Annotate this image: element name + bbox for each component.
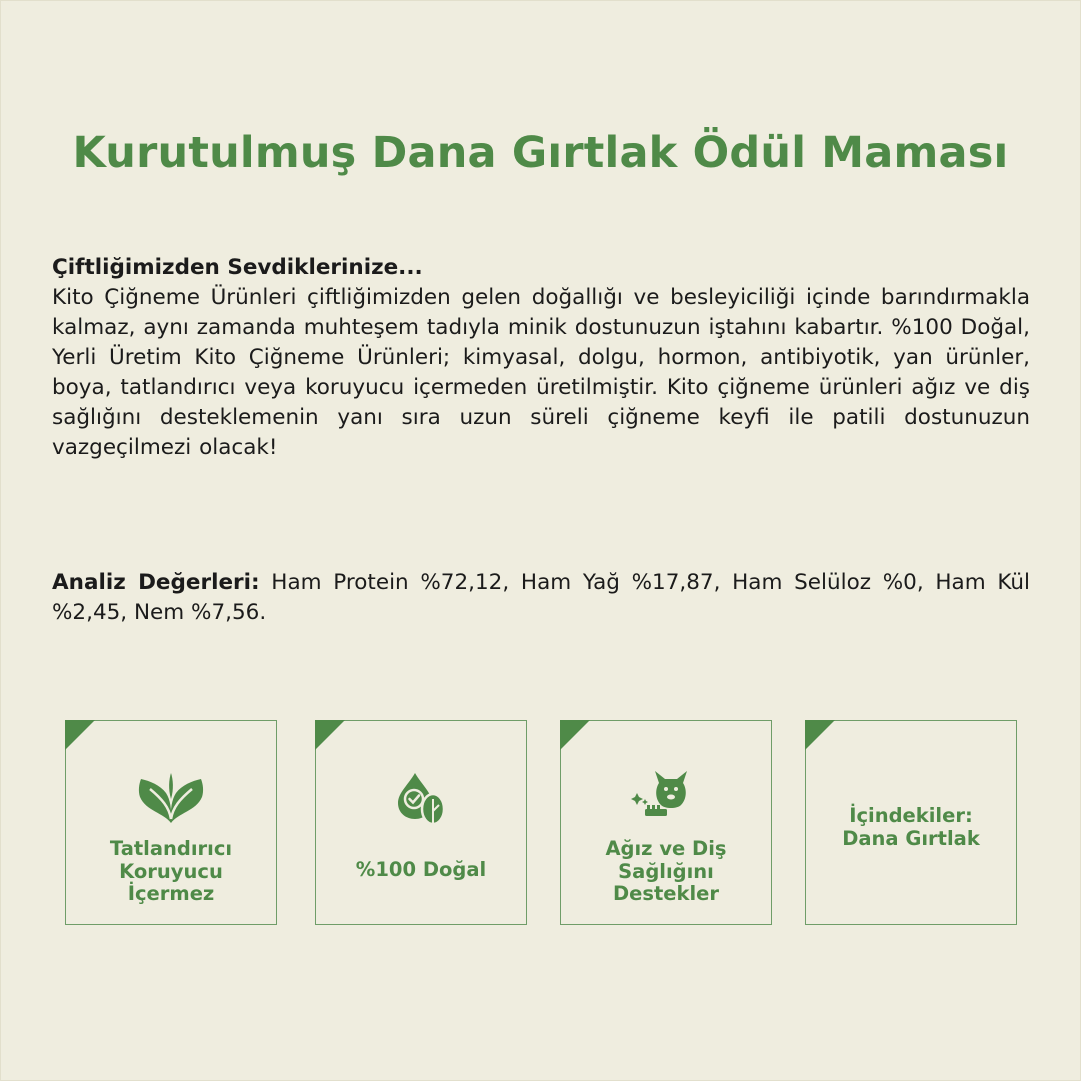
card-label-line: İçermez: [127, 882, 215, 905]
card-label: [316, 859, 526, 882]
card-label: [66, 838, 276, 906]
natural-drop-icon: [386, 769, 456, 829]
card-label-line: Koruyucu: [119, 859, 223, 883]
intro-body: Kito Çiğneme Ürünleri çiftliğimizden gelen doğallığı ve besleyiciliği içinde barındırmakla kalmaz, aynı zamanda muhteşem tadıyla minik dostunuzun iştahını kabartır. %100 Doğal, Yerli Üretim Kito Çiğneme Ürünleri; kimyasal, dolgu, hormon, antibiyotik, yan ürünler, boya, tatlandırıcı veya koruyucu içermeden üretilmiştir. Kito çiğneme ürünleri ağız ve diş sağlığını desteklemenin yanı sıra uzun süreli çiğneme keyfi ile patili dostunuzun vazgeçilmezi olacak!: [52, 285, 1030, 460]
card-label-line: Tatlandırıcı: [109, 837, 233, 860]
card-label-line: %100 Doğal: [355, 858, 487, 881]
dog-toothbrush-icon: [631, 769, 701, 829]
feature-card-ingredients: [805, 720, 1017, 925]
leaves-icon: [136, 769, 206, 829]
card-label-line: Destekler: [612, 882, 720, 905]
feature-card-natural: [315, 720, 527, 925]
page-title: Kurutulmuş Dana Gırtlak Ödül Maması: [72, 128, 1009, 178]
card-label: [561, 838, 771, 906]
card-label-line: Sağlığını: [618, 859, 714, 883]
card-corner-accent: [315, 720, 345, 750]
intro-heading: Çiftliğimizden Sevdiklerinize...: [52, 255, 423, 280]
analysis-values: Ham Protein %72,12, Ham Yağ %17,87, Ham Selüloz %0, Ham Kül %2,45, Nem %7,56.: [52, 570, 1030, 625]
card-label-line: İçindekiler:: [849, 804, 973, 827]
card-label: [806, 805, 1016, 850]
analysis-label: Analiz Değerleri:: [52, 570, 260, 595]
card-corner-accent: [560, 720, 590, 750]
intro-section: [52, 253, 1030, 463]
feature-card-no-sweetener: [65, 720, 277, 925]
analysis-section: [52, 568, 1030, 628]
card-label-line: Ağız ve Diş: [605, 837, 727, 860]
feature-card-oral-health: [560, 720, 772, 925]
card-corner-accent: [805, 720, 835, 750]
card-label-line: Dana Gırtlak: [842, 826, 980, 850]
card-corner-accent: [65, 720, 95, 750]
